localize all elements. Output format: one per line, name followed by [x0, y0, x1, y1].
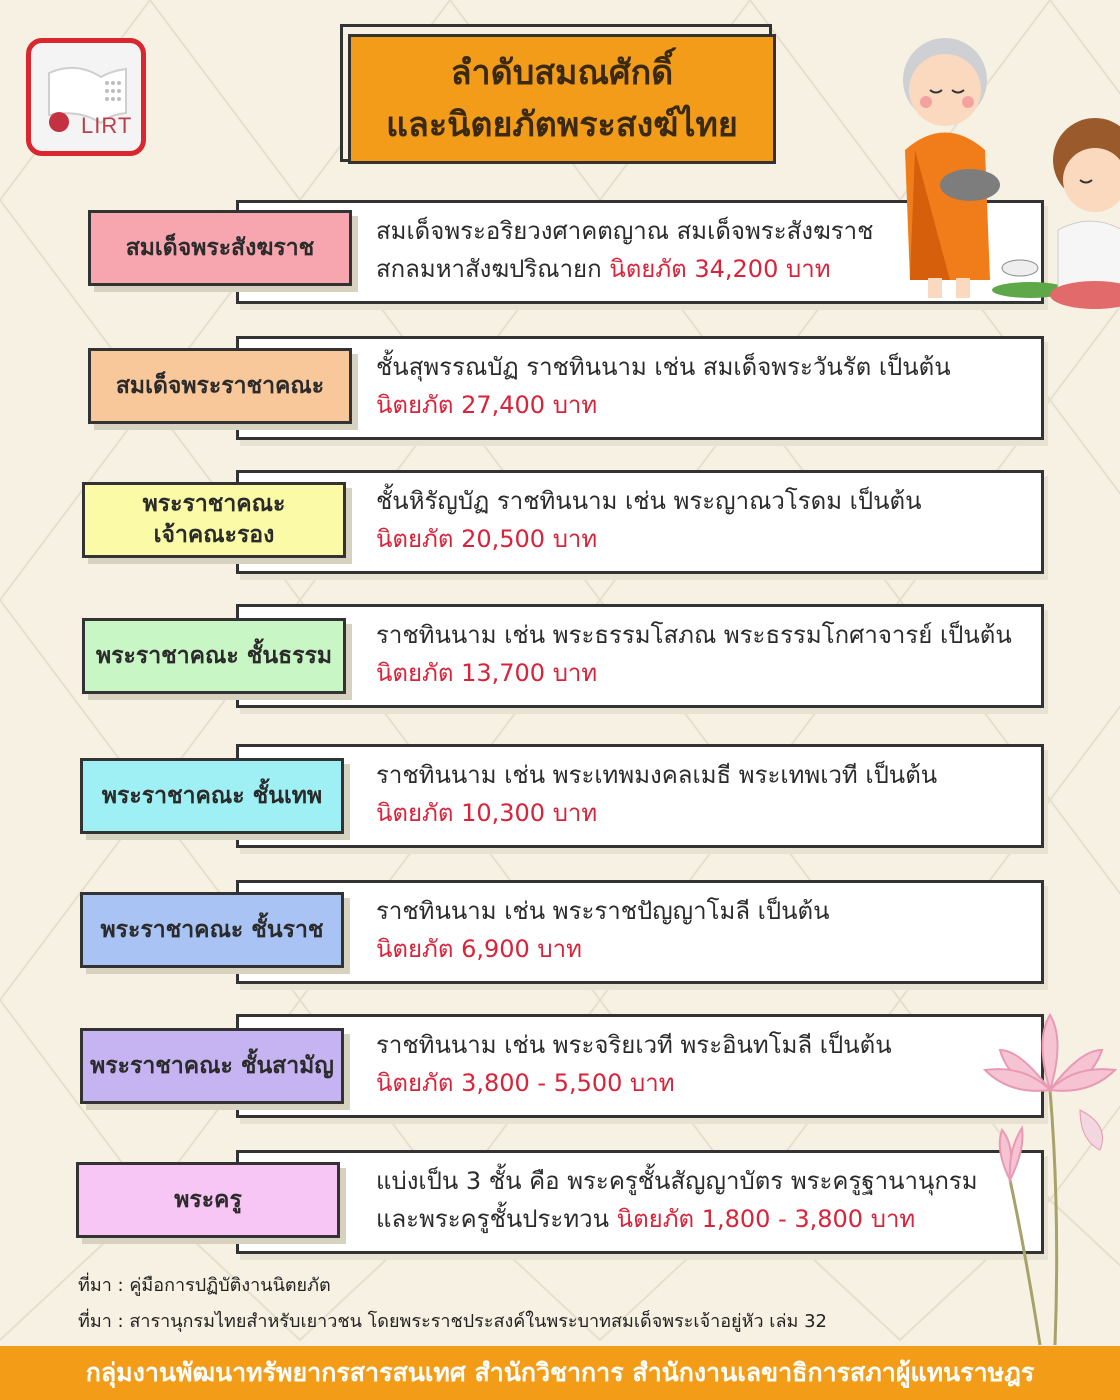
rank-label [80, 758, 344, 834]
rank-description [376, 212, 873, 288]
stipend-amount: นิตยภัต 10,300 บาท [376, 799, 598, 827]
rank-description-line-1: แบ่งเป็น 3 ชั้น คือ พระครูชั้นสัญญาบัตร พระครูฐานานุกรม [376, 1167, 978, 1195]
rank-description-continuation: และพระครูชั้นประทวน [376, 1205, 617, 1233]
rank-description-line-1: ชั้นสุพรรณบัฏ ราชทินนาม เช่น สมเด็จพระวันรัต เป็นต้น [376, 353, 951, 381]
emblem-icon [49, 112, 69, 132]
rank-description [376, 1162, 978, 1238]
rank-description-line-2 [376, 930, 830, 968]
rank-label [82, 618, 346, 694]
title-line-1: ลำดับสมณศักดิ์ [450, 53, 674, 93]
rank-description-line-1: ชั้นหิรัญบัฏ ราชทินนาม เช่น พระญาณวโรดม เป็นต้น [376, 487, 922, 515]
rank-label [88, 348, 352, 424]
rank-description-line-1: ราชทินนาม เช่น พระราชปัญญาโมลี เป็นต้น [376, 897, 830, 925]
rank-label-text: พระราชาคณะ ชั้นราช [100, 916, 324, 943]
stipend-amount: นิตยภัต 6,900 บาท [376, 935, 582, 963]
rank-description [376, 616, 1012, 692]
rank-description-line-2 [376, 520, 922, 558]
page-title [348, 34, 776, 164]
stipend-amount: นิตยภัต 1,800 - 3,800 บาท [616, 1205, 916, 1233]
rank-description [376, 1026, 892, 1102]
source-2: ที่มา : สารานุกรมไทยสำหรับเยาวชน โดยพระราชประสงค์ในพระบาทสมเด็จพระเจ้าอยู่หัว เล่ม 32 [78, 1311, 827, 1332]
rank-label-text: พระราชาคณะ ชั้นธรรม [96, 642, 332, 669]
source-1: ที่มา : คู่มือการปฏิบัติงานนิตยภัต [78, 1275, 331, 1296]
stipend-amount: นิตยภัต 13,700 บาท [376, 659, 598, 687]
rank-label-text: พระราชาคณะ [142, 491, 286, 517]
footer-banner: กลุ่มงานพัฒนาทรัพยากรสารสนเทศ สำนักวิชาการ สำนักงานเลขาธิการสภาผู้แทนราษฎร [0, 1346, 1120, 1400]
rank-label [88, 210, 352, 286]
rank-label-text: สมเด็จพระราชาคณะ [115, 372, 325, 399]
rank-label-text: เจ้าคณะรอง [153, 522, 275, 548]
stipend-amount: นิตยภัต 34,200 บาท [609, 255, 831, 283]
rank-label [82, 482, 346, 558]
rank-label-text: สมเด็จพระสังฆราช [125, 234, 315, 261]
rank-description-line-1: ราชทินนาม เช่น พระจริยเวที พระอินทโมลี เป็นต้น [376, 1031, 892, 1059]
lotus-icon [980, 1010, 1120, 1350]
rank-description [376, 482, 922, 558]
rank-label-text: พระราชาคณะ ชั้นเทพ [101, 782, 323, 809]
rank-label [80, 892, 344, 968]
stipend-amount: นิตยภัต 27,400 บาท [376, 391, 598, 419]
rank-description-line-1: ราชทินนาม เช่น พระเทพมงคลเมธี พระเทพเวที เป็นต้น [376, 761, 938, 789]
rank-description [376, 756, 937, 832]
stipend-amount: นิตยภัต 20,500 บาท [376, 525, 598, 553]
logo-text: LIRT [81, 113, 133, 138]
rank-description-line-2 [376, 386, 951, 424]
rank-description-line-1: สมเด็จพระอริยวงศาคตญาณ สมเด็จพระสังฆราช [376, 217, 874, 245]
rank-label-text: พระครู [174, 1186, 242, 1213]
rank-label [80, 1028, 344, 1104]
lirt-logo [26, 38, 146, 156]
rank-description-line-2 [376, 654, 1012, 692]
rank-description-line-2 [376, 250, 873, 288]
rank-description [376, 348, 951, 424]
stipend-amount: นิตยภัต 3,800 - 5,500 บาท [376, 1069, 675, 1097]
title-line-2: และนิตยภัตพระสงฆ์ไทย [386, 105, 738, 145]
rank-description-line-2 [376, 1064, 892, 1102]
rank-label-text: พระราชาคณะ ชั้นสามัญ [90, 1052, 334, 1079]
rank-description [376, 892, 830, 968]
rank-description-line-2 [376, 1200, 978, 1238]
monk-illustration-icon [890, 20, 1120, 310]
rank-description-line-1: ราชทินนาม เช่น พระธรรมโสภณ พระธรรมโกศาจารย์ เป็นต้น [376, 621, 1012, 649]
rank-description-continuation: สกลมหาสังฆปริณายก [376, 255, 610, 283]
rank-description-line-2 [376, 794, 937, 832]
rank-label [76, 1162, 340, 1238]
